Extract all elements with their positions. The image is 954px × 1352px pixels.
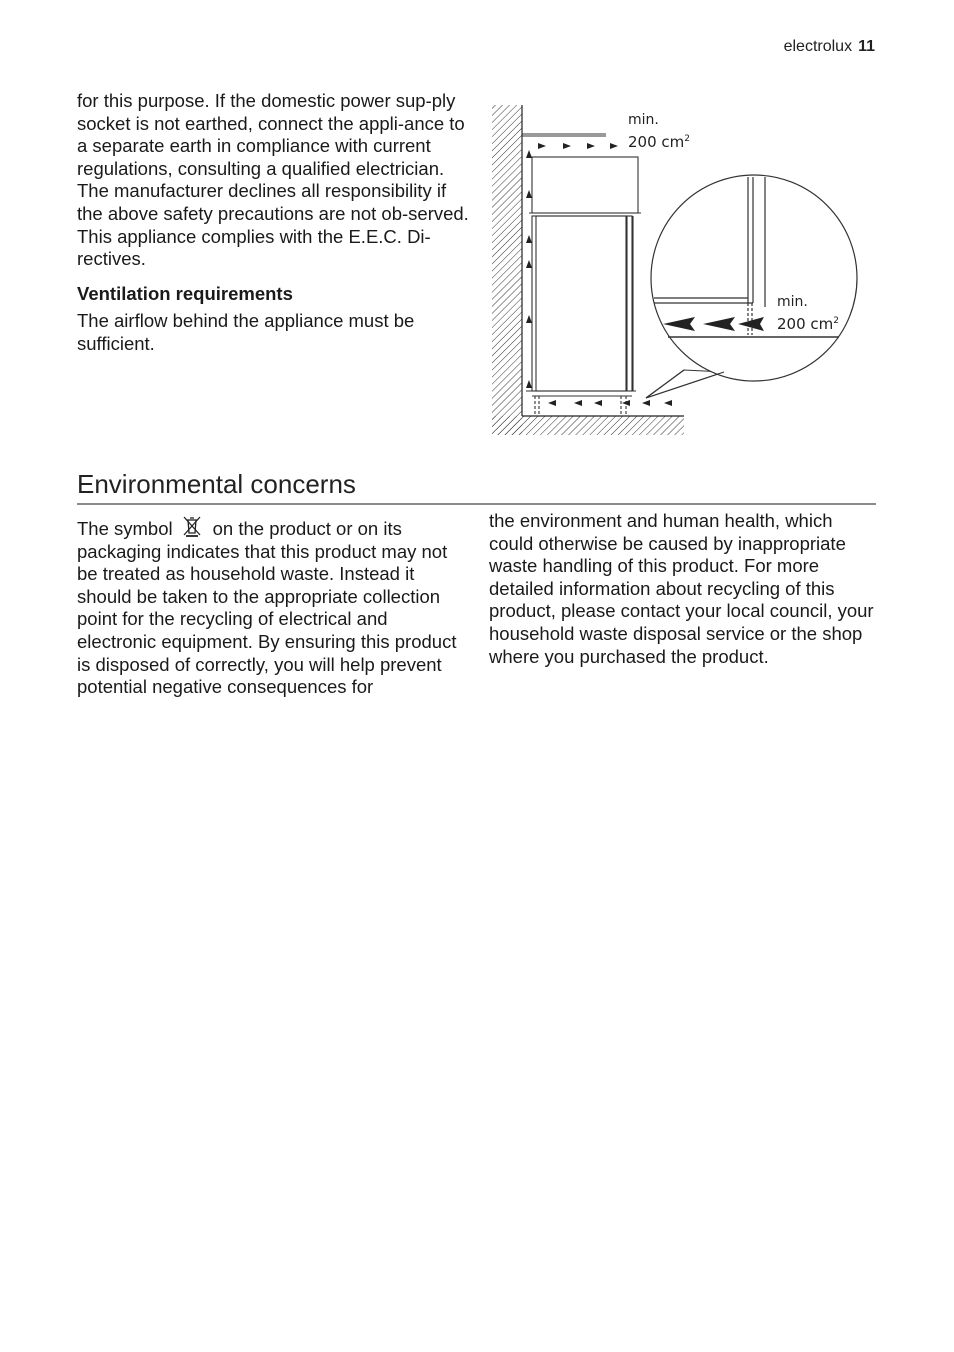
airflow-arrows-top [538,143,618,149]
ventilation-text: The airflow behind the appliance must be sufficient. [77,310,415,354]
zoom-label-min: min. [777,294,808,310]
section-divider [77,503,876,505]
page-header [784,38,875,56]
section-title: Environmental concerns [77,469,356,499]
top-label-value: 200 cm [628,133,685,151]
environment-text-after-icon: on the product or on its packaging indicates that this product may not be treated as household waste. Instead it should be taken to the appropriate collection point for the recycling of electrical and electronic equipment. By ensuring this product is disposed of correctly, you will help prevent potential negative consequences for [77,518,457,698]
intro-column [77,90,469,356]
brand-name: electrolux [783,38,853,55]
environment-text-before-icon: The symbol [77,518,173,539]
ventilation-heading: Ventilation requirements [77,282,293,304]
zoom-label-value: 200 cm [777,315,834,333]
top-label [628,112,690,151]
svg-text:200 cm2 [777,315,839,333]
appliance-cabinet [522,134,641,416]
airflow-arrows-bottom [548,400,672,406]
zoom-callout [646,175,857,398]
intro-paragraph-1: for this purpose. If the domestic power sup-ply socket is not earthed, connect the appli-ance to a separate earth in compliance with current regulations, consulting a qualified electrician. [77,90,465,179]
svg-text:200 cm2 [628,133,690,151]
environment-left-column [77,515,469,699]
ventilation-diagram [486,100,866,440]
intro-paragraph-2: The manufacturer declines all responsibility if the above safety precautions are not ob-served. [77,180,469,224]
intro-paragraph-3: This appliance complies with the E.E.C. Di-rectives. [77,225,431,270]
page-number: 11 [858,38,875,55]
top-label-min: min. [628,112,659,128]
crossed-out-bin-icon [181,515,203,537]
environment-right-column: the environment and human health, which could otherwise be caused by inappropriate waste handling of this product. For more detailed information about recycling of this product, please contact your local council, your household waste disposal service or the shop where you purchased the product. [489,510,874,667]
airflow-arrows-rear [526,150,532,388]
top-label-sup: 2 [684,134,690,144]
zoom-label-sup: 2 [833,316,839,326]
